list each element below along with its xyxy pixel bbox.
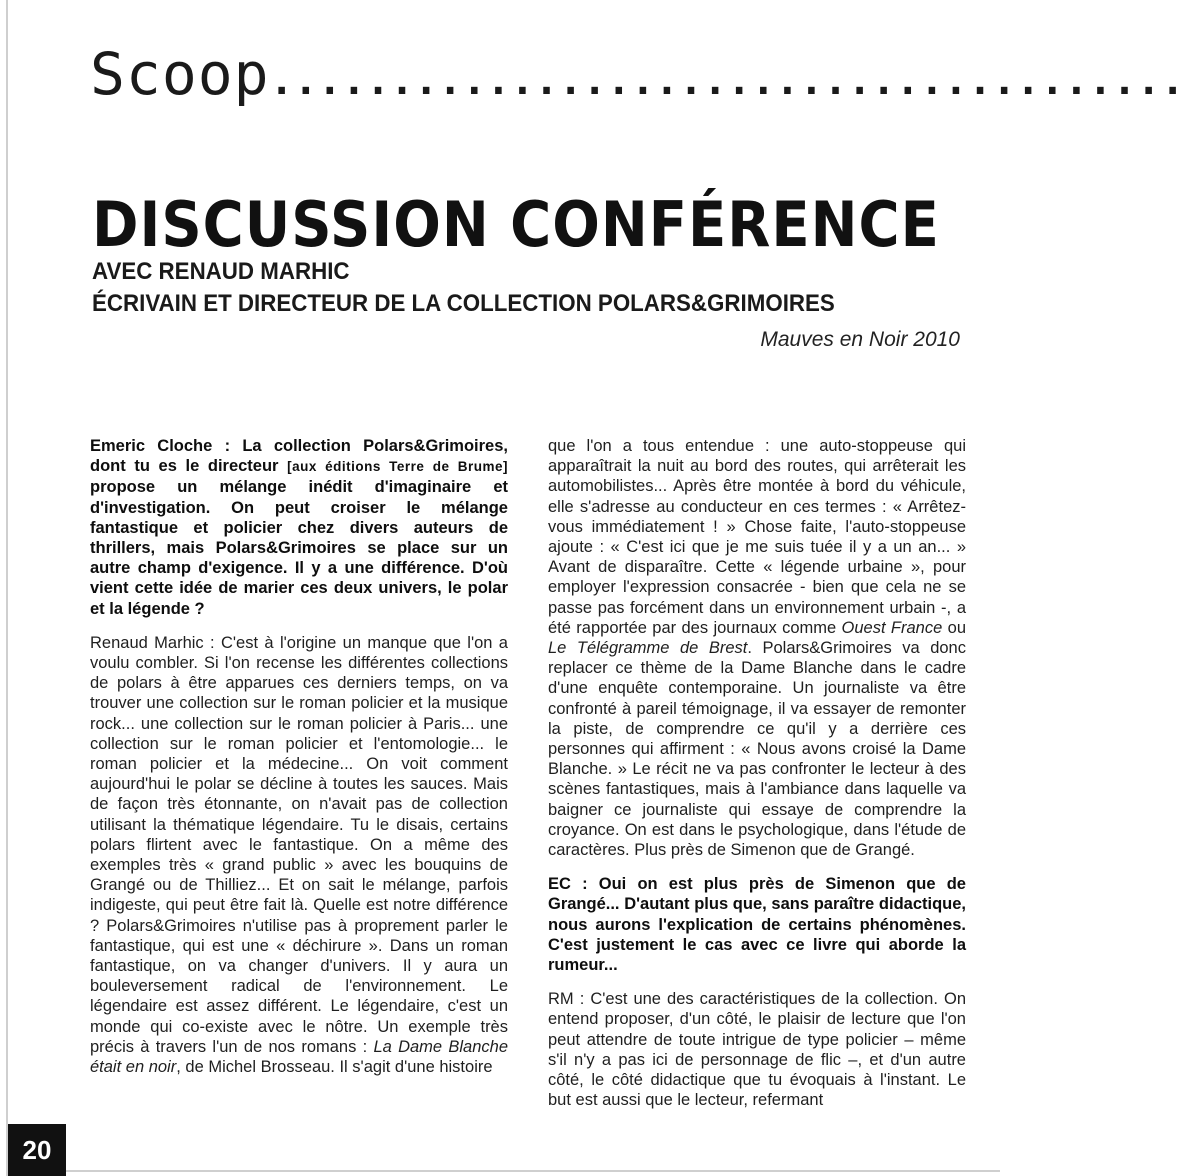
section-dots: ......................................	[269, 58, 1185, 104]
answer-2: RM : C'est une des caractéristiques de la collection. On entend proposer, d'un côté, le plaisir de lecture que l'on peut attendre de toute intrigue de type policier – même s'il n'y a pas ici de personnage de flic –, et d'un autre côté, le côté didactique que tu évoquais à l'instant. Le but est aussi que le lecteur, refermant	[548, 990, 966, 1110]
publisher-note: [aux éditions Terre de Brume]	[287, 459, 508, 475]
headline: DISCUSSION CONFÉRENCE	[92, 188, 940, 262]
book-title: La Dame Blanche était en noir	[90, 1037, 508, 1077]
event-credit: Mauves en Noir 2010	[760, 328, 960, 351]
article-column-right	[548, 436, 966, 1125]
answer-1-continuation: que l'on a tous entendue : une auto-stoppeuse qui apparaîtrait la nuit au bord des routes, qui arrêterait les automobilistes... Après être montée à bord du véhicule, elle s'adresse au conducteur en ces termes : « Arrêtez-vous immédiatement ! » Chose faite, l'auto-stoppeuse ajoute : « C'est ici que je me suis tuée il y a un an... » Avant de disparaître. Cette « légende urbaine », pour employer l'expression consacrée - bien que cela ne se passe pas forcément dans un environnement urbain -, a été rapportée par des journaux comme	[548, 437, 966, 637]
newspaper-ouest-france: Ouest France	[841, 618, 943, 637]
answer-1-ending: . Polars&Grimoires va donc replacer ce thème de la Dame Blanche dans le cadre d'une enquête contemporaine. Un journaliste va être confronté à pareil témoignage, il va essayer de remonter la piste, de comprendre ce qu'il y a derrière ces personnes qui affirment : « Nous avons croisé la Dame Blanche. » Le récit ne va pas confronter le lecteur à des scènes fantastiques, mais à l'ambiance dans laquelle va baigner ce journaliste qui essaye de comprendre la croyance. On est dans le psychologique, dans l'étude de caractères. Plus près de Simenon que de Grangé.	[548, 639, 966, 860]
article-column-left	[90, 436, 508, 1091]
question-1-text-end: propose un mélange inédit d'imaginaire et d'investigation. On peut croiser le mélange fantastique et policier chez divers auteurs de thrillers, mais Polars&Grimoires se place sur un autre champ d'exigence. Il y a une différence. D'où vient cette idée de marier ces deux univers, le polar et la légende ?	[90, 478, 508, 618]
question-2: EC : Oui on est plus près de Simenon que de Grangé... D'autant plus que, sans paraître didactique, nous aurons l'explication de certains phénomènes. C'est justement le cas avec ce livre qui aborde la rumeur...	[548, 875, 966, 975]
subheadline-guest: AVEC RENAUD MARHIC	[92, 258, 350, 285]
answer-1-part-1	[90, 633, 508, 1077]
answer-1-part-2	[548, 436, 966, 860]
section-label: Scoop	[90, 40, 270, 108]
newspaper-telegramme: Le Télégramme de Brest	[548, 639, 748, 658]
bottom-rule	[66, 1170, 1000, 1172]
answer-1-text: Renaud Marhic : C'est à l'origine un manque que l'on a voulu combler. Si l'on recense les différentes collections de polars à être apparues ces derniers temps, on va trouver une collection sur le roman policier et la musique rock... une collection sur le roman policier à Paris... une collection sur le roman policier et l'entomologie... le roman policier et la médecine... On voit comment aujourd'hui le polar se décline à toutes les sauces. Mais de façon très étonnante, on n'avait pas de collection utilisant la thématique légendaire. Tu le disais, certains polars flirtent avec le fantastique. On a même des exemples très « grand public » avec les bouquins de Grangé ou de Thilliez... Et on sait le mélange, parfois indigeste, qui peut être fait là. Quelle est notre différence ? Polars&Grimoires n'utilise pas à proprement parler le fantastique, qui est une « déchirure ». Dans un roman fantastique, on va changer d'univers. Il y aura un bouleversement radical de l'environnement. Le légendaire est assez différent. Le légendaire, c'est un monde qui co-existe avec le nôtre. Un exemple très précis à travers l'un de nos romans :	[90, 633, 508, 1056]
section-header	[90, 40, 1185, 110]
subheadline-role: ÉCRIVAIN ET DIRECTEUR DE LA COLLECTION POLARS&GRIMOIRES	[92, 290, 835, 317]
answer-1-conjunction: ou	[942, 618, 966, 637]
page-number: 20	[8, 1124, 66, 1176]
question-1	[90, 436, 508, 619]
question-1-text: Emeric Cloche : La collection Polars&Grimoires, dont tu es le directeur	[90, 437, 508, 476]
left-margin-rule	[6, 0, 8, 1176]
answer-1-text-cont: , de Michel Brosseau. Il s'agit d'une histoire	[176, 1058, 493, 1077]
